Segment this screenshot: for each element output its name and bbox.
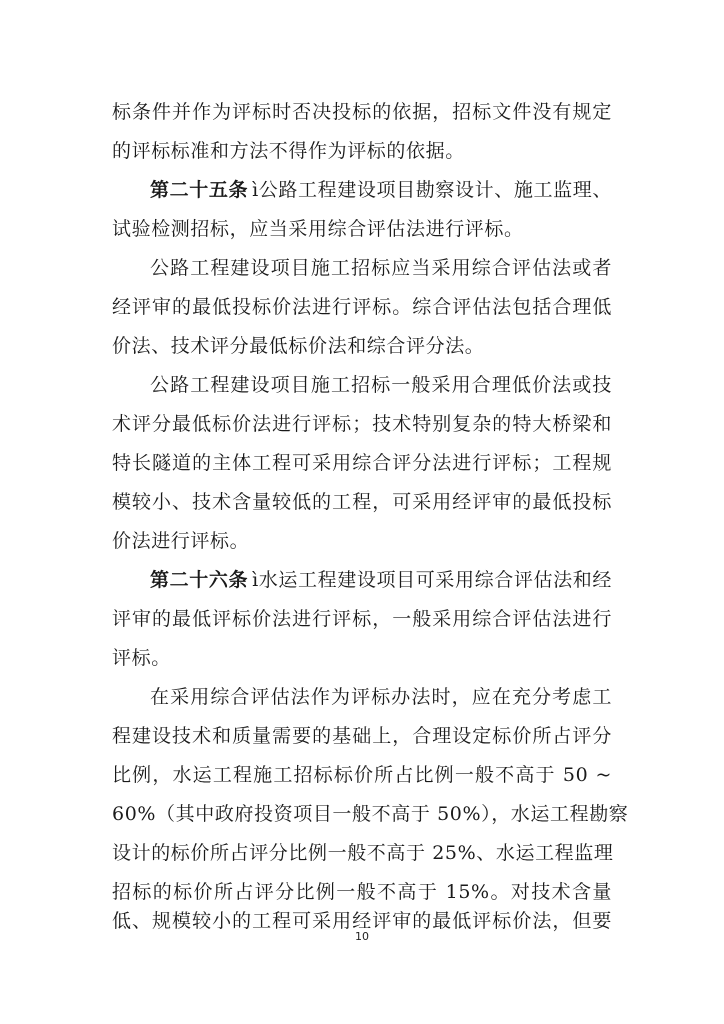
text-line-19: 60%（其中政府投资项目一般不高于 50%），水运工程勘察: [112, 803, 629, 825]
text-line-20: 设计的标价所占评分比例一般不高于 25%、水运工程监理: [112, 842, 614, 864]
text-line-7: 价法、技术评分最低标价法和综合评分法。: [112, 335, 485, 357]
text-line-1: 标条件并作为评标时否决投标的依据，招标文件没有规定: [112, 101, 612, 123]
article-26-line: [150, 564, 612, 596]
text-line-8: 公路工程建设项目施工招标一般采用合理低价法或技: [150, 374, 612, 396]
text-line-21: 招标的标价所占评分比例一般不高于 15%。对技术含量: [112, 881, 612, 903]
text-line-17: 程建设技术和质量需要的基础上，合理设定标价所占评分: [112, 725, 612, 747]
text-line-5: 公路工程建设项目施工招标应当采用综合评估法或者: [150, 257, 612, 279]
text-line-4: 试验检测招标，应当采用综合评估法进行评标。: [112, 218, 524, 240]
text-line-2: 的评标标准和方法不得作为评标的依据。: [112, 140, 465, 162]
text-line-14: 评审的最低评标价法进行评标，一般采用综合评估法进行: [112, 608, 612, 630]
article-25-text: ì公路工程建设项目勘察设计、施工监理、: [252, 179, 612, 201]
article-26-text: ì水运工程建设项目可采用综合评估法和经: [252, 569, 612, 591]
page-number: 10: [355, 930, 369, 943]
text-line-16: 在采用综合评估法作为评标办法时，应在充分考虑工: [150, 686, 612, 708]
text-line-22: 低、规模较小的工程可采用经评审的最低评标价法，但要: [112, 910, 612, 932]
text-line-12: 价法进行评标。: [112, 530, 250, 552]
text-line-6: 经评审的最低投标价法进行评标。综合评估法包括合理低: [112, 296, 612, 318]
text-line-10: 特长隧道的主体工程可采用综合评分法进行评标；工程规: [112, 452, 612, 474]
article-25-line: [150, 174, 612, 206]
text-line-15: 评标。: [112, 647, 171, 669]
text-line-9: 术评分最低标价法进行评标；技术特别复杂的特大桥梁和: [112, 413, 612, 435]
article-25-heading: 第二十五条: [150, 179, 249, 201]
article-26-heading: 第二十六条: [150, 569, 249, 591]
text-line-11: 模较小、技术含量较低的工程，可采用经评审的最低投标: [112, 491, 612, 513]
text-line-18: 比例，水运工程施工招标标价所占比例一般不高于 50 ~: [112, 764, 612, 786]
